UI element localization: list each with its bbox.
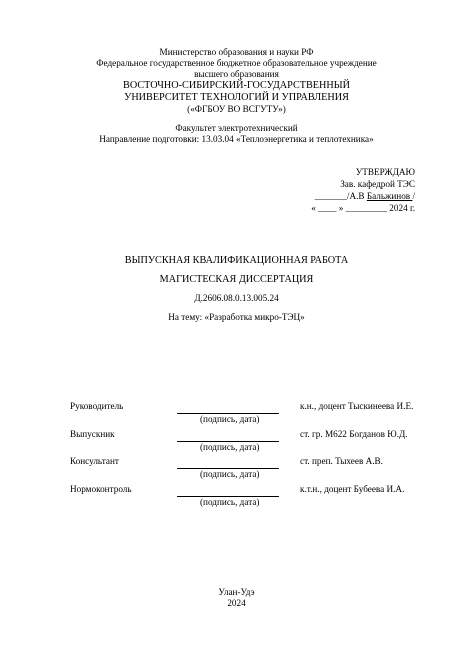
person-value: к.т.н., доцент Бубеева И.А. bbox=[300, 484, 405, 494]
city-label: Улан-Удэ bbox=[218, 587, 255, 597]
signature-row-normcontrol bbox=[70, 484, 460, 507]
person-value: ст. гр. М622 Богданов Ю.Д. bbox=[300, 429, 408, 439]
approver-surname: Бальжинов bbox=[366, 191, 413, 201]
approval-title: УТВЕРЖДАЮ bbox=[355, 167, 415, 177]
institution-type-line: Федеральное государственное бюджетное образовательное учреждение bbox=[96, 58, 377, 68]
signature-hint: (подпись, дата) bbox=[200, 414, 260, 424]
signature-blank: _______ bbox=[314, 191, 347, 201]
work-type-title: ВЫПУСКНАЯ КВАЛИФИКАЦИОННАЯ РАБОТА bbox=[124, 255, 349, 266]
document-code: Д.2606.08.0.13.005.24 bbox=[194, 293, 279, 303]
role-label: Нормоконтроль bbox=[70, 484, 132, 494]
role-label: Руководитель bbox=[70, 401, 124, 411]
role-label: Выпускник bbox=[70, 429, 115, 439]
education-level-line: высшего образования bbox=[194, 69, 279, 79]
approver-name-prefix: /А.В bbox=[346, 191, 367, 201]
dissertation-title: МАГИСТЕСКАЯ ДИССЕРТАЦИЯ bbox=[159, 274, 314, 285]
university-name-line-1: ВОСТОЧНО-СИБИРСКИЙ-ГОСУДАРСТВЕННЫЙ bbox=[123, 80, 350, 91]
person-value: ст. преп. Тыхеев А.В. bbox=[300, 456, 383, 466]
university-abbr-line: («ФГБОУ ВО ВСГУТУ») bbox=[187, 104, 286, 114]
signature-hint: (подпись, дата) bbox=[200, 497, 260, 507]
topic-line: На тему: «Разработка микро-ТЭЦ» bbox=[168, 312, 305, 322]
approver-name-suffix: / bbox=[412, 191, 415, 201]
role-label: Консультант bbox=[70, 456, 119, 466]
university-name-line-2: УНИВЕРСИТЕТ ТЕХНОЛОГИЙ И УПРАВЛЕНИЯ bbox=[124, 92, 349, 103]
signature-row-supervisor bbox=[70, 401, 460, 424]
signature-hint: (подпись, дата) bbox=[200, 469, 260, 479]
signature-row-consultant bbox=[70, 456, 460, 479]
approval-position: Зав. кафедрой ТЭС bbox=[340, 179, 415, 189]
ministry-line: Министерство образования и науки РФ bbox=[159, 47, 314, 57]
faculty-line: Факультет электротехнический bbox=[175, 123, 298, 133]
direction-line: Направление подготовки: 13.03.04 «Теплоэнергетика и теплотехника» bbox=[99, 134, 374, 144]
person-value: к.н., доцент Тыскинеева И.Е. bbox=[300, 401, 414, 411]
signature-hint: (подпись, дата) bbox=[200, 442, 260, 452]
year-label: 2024 bbox=[227, 598, 246, 608]
signature-row-graduate bbox=[70, 429, 460, 452]
approval-signature-line bbox=[315, 191, 415, 202]
approval-date: « ____ » _________ 2024 г. bbox=[311, 203, 415, 213]
